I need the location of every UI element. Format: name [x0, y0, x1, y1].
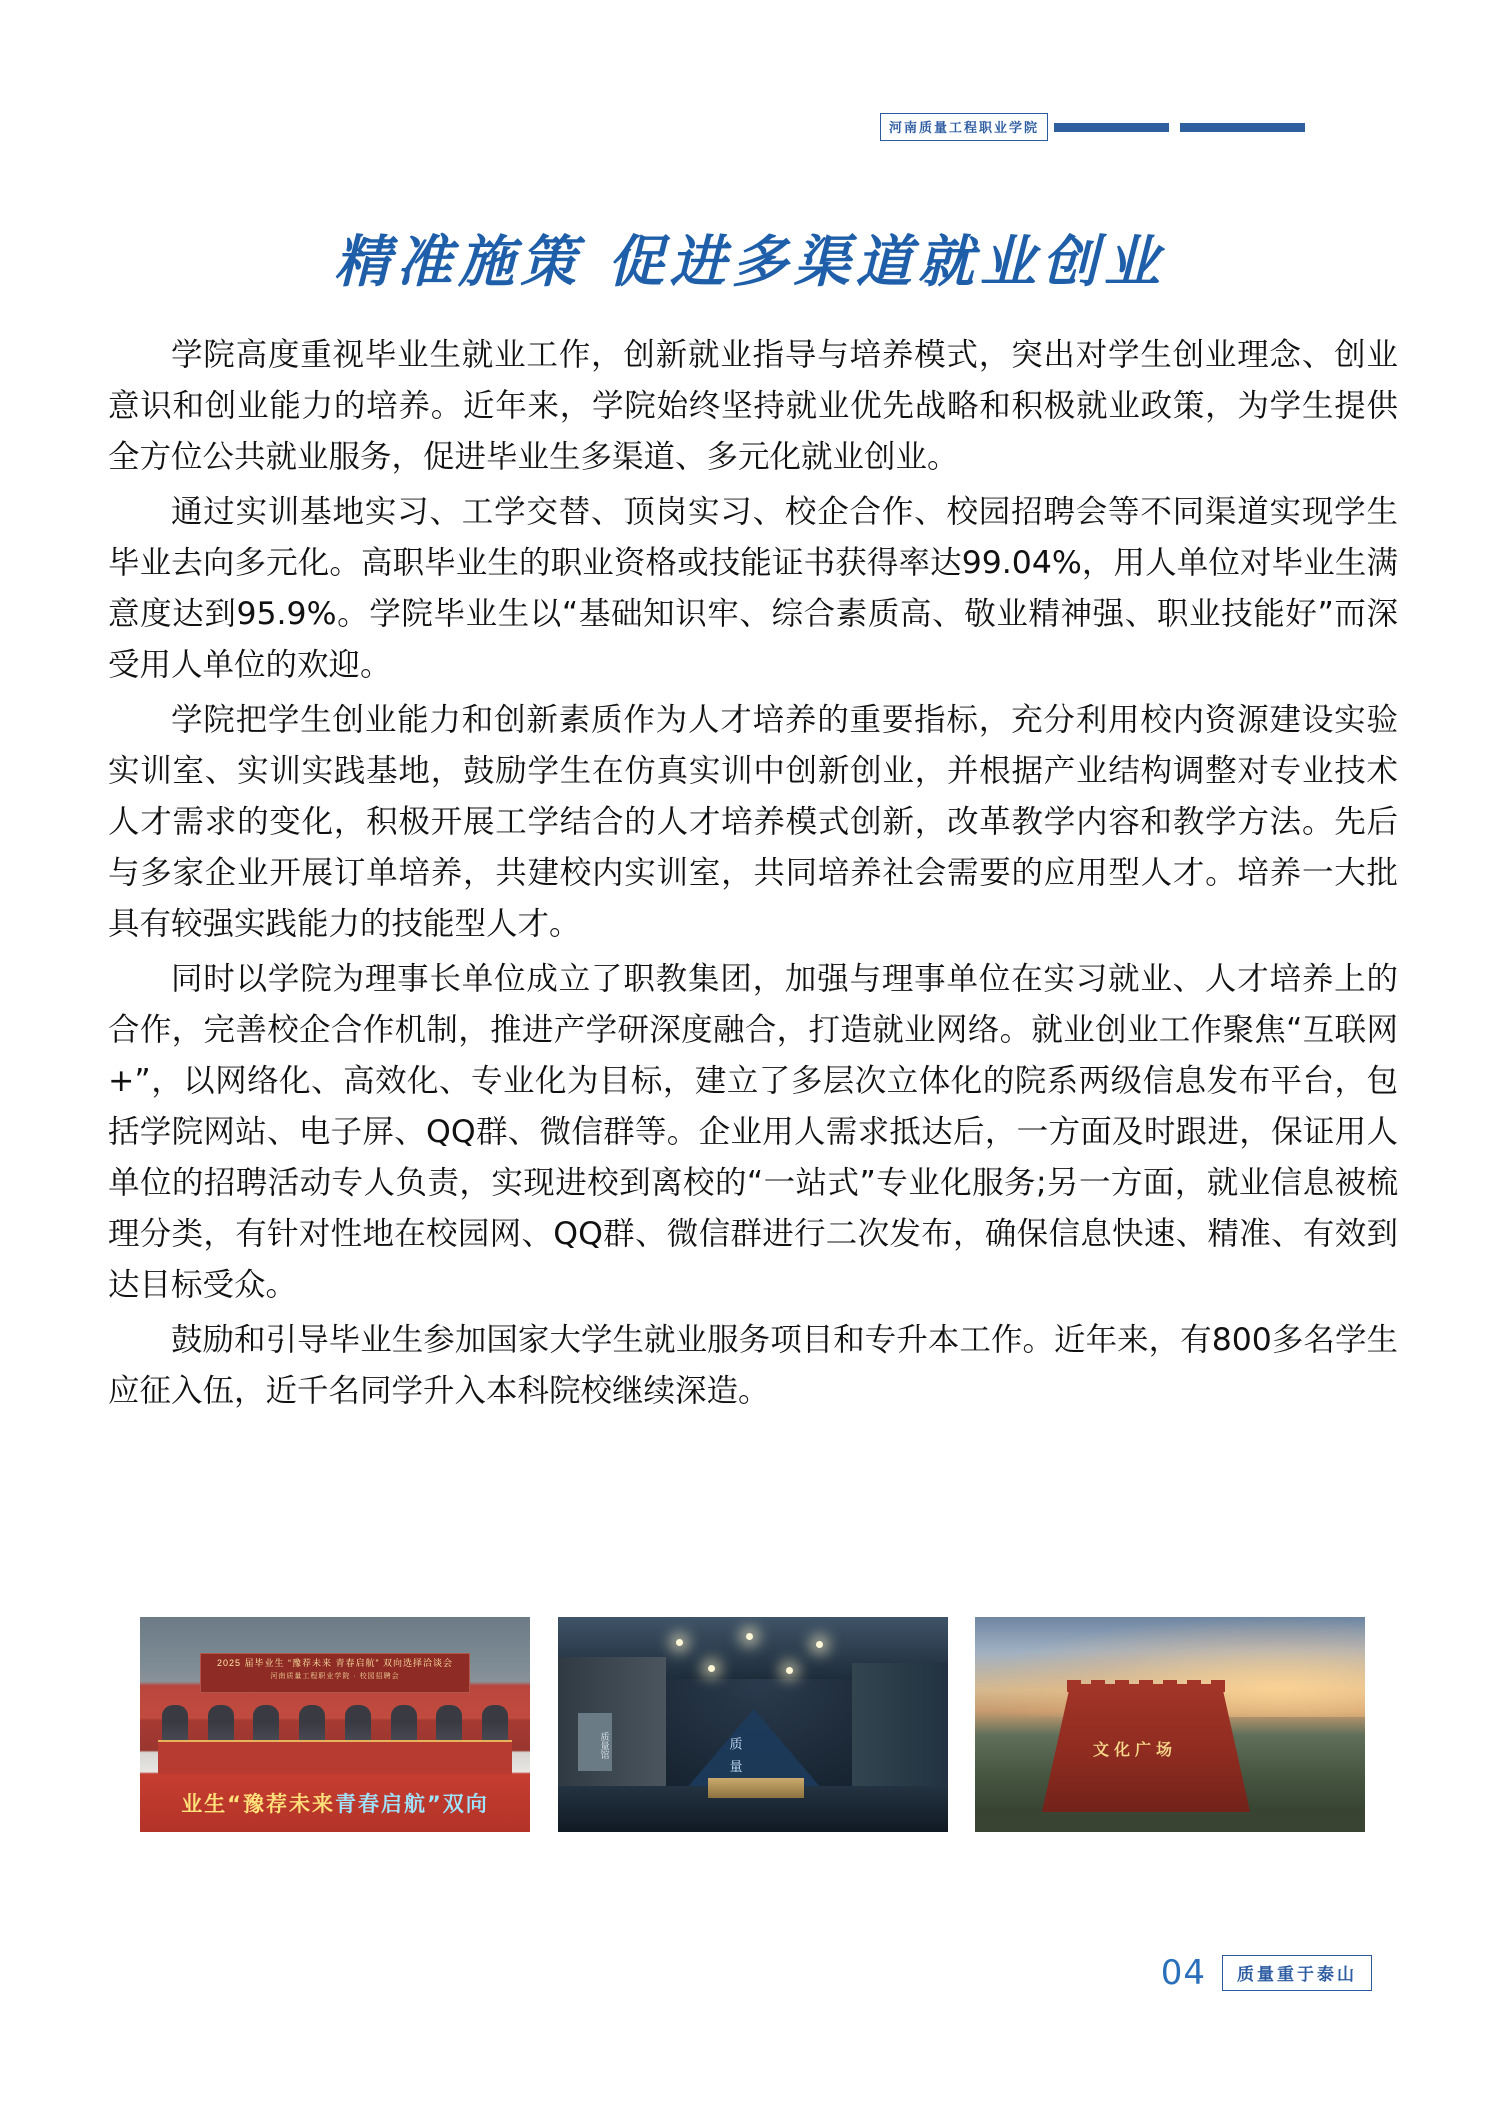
display-cone-label: 质 量 — [727, 1737, 743, 1776]
ground — [975, 1812, 1365, 1832]
tower-inscription: 文化广场 — [1093, 1740, 1178, 1759]
display-cone — [686, 1709, 822, 1789]
ceiling-light-icon — [746, 1633, 753, 1640]
page-number: 04 — [1160, 1953, 1206, 1993]
foreground-text-1: 业生“豫荐未来 — [181, 1792, 335, 1816]
exhibit-stand — [708, 1778, 804, 1798]
exhibit-sign: 质量馆 — [578, 1713, 612, 1771]
photo-culture-plaza — [975, 1617, 1365, 1832]
person-silhouette — [208, 1705, 234, 1743]
ceiling-light-icon — [708, 1665, 715, 1672]
person-silhouette — [482, 1705, 508, 1743]
photo-foreground-text — [140, 1774, 530, 1832]
photo-job-fair — [140, 1617, 530, 1832]
article-body — [108, 330, 1398, 1421]
header-inner — [880, 113, 1305, 141]
banner-main-text: 2025 届毕业生 “豫荐未来 青春启航” 双向选择洽谈会 — [216, 1658, 454, 1668]
ceiling-light-icon — [676, 1639, 683, 1646]
header-accent-bar-2 — [1180, 123, 1305, 132]
photo-banner-text — [200, 1653, 470, 1693]
page-title: 精准施策 促进多渠道就业创业 — [334, 229, 1166, 295]
paragraph: 鼓励和引导毕业生参加国家大学生就业服务项目和专升本工作。近年来，有800多名学生应征入伍，近千名同学升入本科院校继续深造。 — [108, 1322, 1398, 1409]
photo-strip — [140, 1617, 1365, 1832]
page-footer — [1161, 1953, 1372, 1993]
paragraph: 学院把学生创业能力和创新素质作为人才培养的重要指标，充分利用校内资源建设实验实训室、实训实践基地，鼓励学生在仿真实训中创新创业，并根据产业结构调整对专业技术人才需求的变化，积极开展工学结合的人才培养模式创新，改革教学内容和教学方法。先后与多家企业开展订单培养，共建校内实训室，共同培养社会需要的应用型人才。培养一大批具有较强实践能力的技能型人才。 — [108, 702, 1398, 942]
paragraph: 同时以学院为理事长单位成立了职教集团，加强与理事单位在实习就业、人才培养上的合作，完善校企合作机制，推进产学研深度融合，打造就业网络。就业创业工作聚焦“互联网+”，以网络化、高效化、专业化为目标，建立了多层次立体化的院系两级信息发布平台，包括学院网站、电子屏、QQ群、微信群等。企业用人需求抵达后，一方面及时跟进，保证用人单位的招聘活动专人负责，实现进校到离校的“一站式”专业化服务;另一方面，就业信息被梳理分类，有针对性地在校园网、QQ群、微信群进行二次发布，确保信息快速、精准、有效到达目标受众。 — [108, 961, 1398, 1303]
person-silhouette — [162, 1705, 188, 1743]
person-silhouette — [299, 1705, 325, 1743]
photo-exhibition-hall — [558, 1617, 948, 1832]
seated-people-row — [162, 1705, 508, 1743]
institution-logo — [880, 113, 1048, 141]
foreground-text-2: 青春启航”双向 — [335, 1792, 489, 1816]
institution-name: 河南质量工程职业学院 — [888, 121, 1039, 136]
page-header — [0, 112, 1500, 142]
person-silhouette — [345, 1705, 371, 1743]
paragraph: 学院高度重视毕业生就业工作，创新就业指导与培养模式，突出对学生创业理念、创业意识和创业能力的培养。近年来，学院始终坚持就业优先战略和积极就业政策，为学生提供全方位公共就业服务，促进毕业生多渠道、多元化就业创业。 — [108, 337, 1398, 475]
person-silhouette — [391, 1705, 417, 1743]
person-silhouette — [436, 1705, 462, 1743]
person-silhouette — [253, 1705, 279, 1743]
footer-badge: 质量重于泰山 — [1222, 1955, 1372, 1991]
banner-sub-text: 河南质量工程职业学院 · 校园招聘会 — [270, 1673, 400, 1680]
paragraph: 通过实训基地实习、工学交替、顶岗实习、校企合作、校园招聘会等不同渠道实现学生毕业去向多元化。高职毕业生的职业资格或技能证书获得率达99.04%，用人单位对毕业生满意度达到95.9%。学院毕业生以“基础知识牢、综合素质高、敬业精神强、职业技能好”而深受用人单位的欢迎。 — [108, 494, 1398, 683]
ceiling-light-icon — [786, 1667, 793, 1674]
ceiling-light-icon — [816, 1641, 823, 1648]
header-accent-bar-1 — [1054, 123, 1169, 132]
